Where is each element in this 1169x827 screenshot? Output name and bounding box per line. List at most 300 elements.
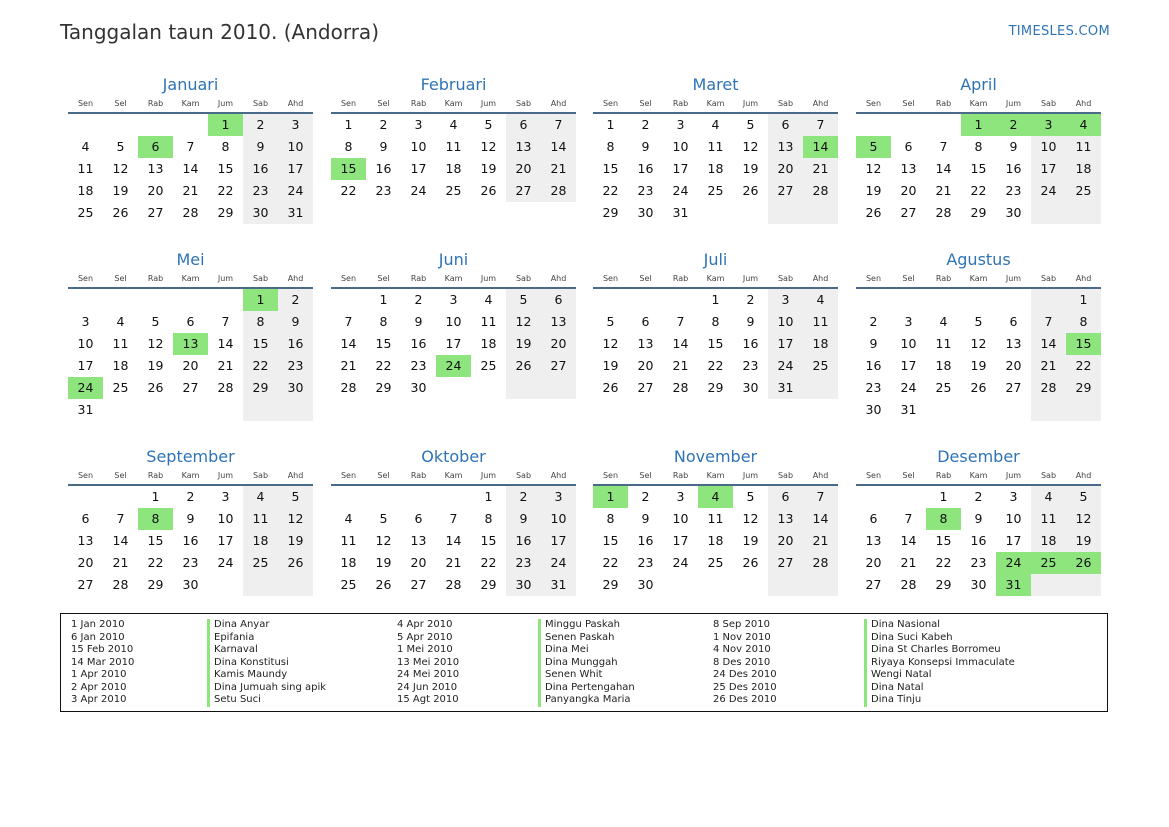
day-cell: 3 (278, 114, 313, 136)
weekday-label: Ahd (287, 99, 304, 108)
day-cell: 26 (602, 380, 619, 395)
holiday-date: 6 Jan 2010 (71, 631, 125, 643)
weekday-label: Jum (742, 471, 759, 480)
weekday-label: Sen (77, 471, 94, 480)
weekday-label: Ahd (1075, 471, 1092, 480)
day-cell: 15 (935, 533, 952, 548)
empty-day-cell (243, 399, 278, 421)
day-cell: 31 (77, 402, 94, 417)
day-cell: 30 (182, 577, 199, 592)
day-cell: 26 (147, 380, 164, 395)
day-grid (68, 114, 313, 224)
day-cell: 18 (707, 533, 724, 548)
empty-day-cell (173, 399, 208, 421)
day-cell: 3 (81, 314, 90, 329)
day-cell: 9 (379, 139, 388, 154)
empty-day-cell (663, 289, 698, 311)
empty-day-cell (173, 114, 208, 136)
day-cell: 13 (77, 533, 94, 548)
day-cell: 30 (865, 402, 882, 417)
day-cell: 28 (803, 552, 838, 574)
day-cell: 25 (340, 577, 357, 592)
empty-day-cell (926, 114, 961, 136)
day-cell: 10 (77, 336, 94, 351)
weekday-label: Jum (480, 274, 497, 283)
holiday-date: 1 Nov 2010 (713, 631, 771, 643)
weekday-header (856, 271, 1101, 289)
day-cell: 16 (637, 533, 654, 548)
day-grid (331, 486, 576, 596)
day-cell: 10 (1031, 136, 1066, 158)
holiday-day-cell: 8 (926, 508, 961, 530)
day-cell: 7 (904, 511, 913, 526)
empty-day-cell (961, 289, 996, 311)
day-cell: 15 (480, 533, 497, 548)
day-cell: 2 (278, 289, 313, 311)
day-cell: 22 (217, 183, 234, 198)
month-title: November (673, 447, 758, 466)
weekday-label: Kam (706, 99, 725, 108)
day-grid (593, 289, 838, 399)
day-cell: 3 (449, 292, 458, 307)
day-cell: 13 (147, 161, 164, 176)
empty-day-cell (698, 574, 733, 596)
day-cell: 14 (803, 508, 838, 530)
day-cell: 20 (182, 358, 199, 373)
holiday-date: 14 Mar 2010 (71, 656, 135, 668)
day-cell: 21 (900, 555, 917, 570)
day-cell: 2 (186, 489, 195, 504)
empty-day-cell (506, 377, 541, 399)
empty-day-cell (1031, 399, 1066, 421)
day-cell: 16 (278, 333, 313, 355)
empty-day-cell (856, 289, 891, 311)
weekday-label: Ahd (1075, 274, 1092, 283)
day-cell: 28 (541, 180, 576, 202)
weekday-label: Sab (1040, 99, 1057, 108)
day-cell: 25 (480, 358, 497, 373)
day-cell: 21 (672, 358, 689, 373)
day-cell: 19 (147, 358, 164, 373)
empty-day-cell (1031, 574, 1066, 596)
month-title: Februari (420, 75, 487, 94)
day-grid (68, 289, 313, 421)
day-cell: 24 (900, 380, 917, 395)
day-cell: 15 (217, 161, 234, 176)
day-cell: 21 (217, 358, 234, 373)
day-cell: 8 (711, 314, 720, 329)
holiday-name: Dina Pertengahan (538, 682, 635, 695)
brand-link[interactable]: TIMESLES.COM (1008, 24, 1110, 39)
day-cell: 16 (375, 161, 392, 176)
day-cell: 13 (637, 336, 654, 351)
weekday-header (68, 468, 313, 486)
weekday-label: Sab (1040, 274, 1057, 283)
day-cell: 27 (637, 380, 654, 395)
weekday-label: Sab (777, 99, 794, 108)
holiday-date: 25 Des 2010 (713, 681, 777, 693)
day-cell: 7 (541, 114, 576, 136)
day-cell: 3 (676, 117, 685, 132)
day-cell: 8 (974, 139, 983, 154)
day-cell: 12 (147, 336, 164, 351)
day-cell: 11 (445, 139, 462, 154)
weekday-label: Jum (742, 274, 759, 283)
weekday-label: Sel (902, 471, 915, 480)
weekday-label: Jum (742, 99, 759, 108)
day-cell: 23 (375, 183, 392, 198)
day-cell: 10 (410, 139, 427, 154)
day-cell: 24 (672, 555, 689, 570)
day-cell: 25 (77, 205, 94, 220)
weekday-header (593, 468, 838, 486)
day-cell: 31 (900, 402, 917, 417)
day-cell: 9 (243, 136, 278, 158)
day-cell: 27 (768, 180, 803, 202)
weekday-header (856, 96, 1101, 114)
day-cell: 17 (541, 530, 576, 552)
day-cell: 12 (602, 336, 619, 351)
month-februari (331, 74, 576, 202)
day-cell: 3 (904, 314, 913, 329)
holiday-names-col-2 (538, 619, 635, 707)
weekday-label: Sel (114, 99, 127, 108)
empty-day-cell (366, 486, 401, 508)
day-cell: 15 (602, 161, 619, 176)
empty-day-cell (628, 289, 663, 311)
holiday-name: Dina Konstitusi (207, 657, 326, 670)
holiday-date: 1 Jan 2010 (71, 619, 125, 630)
day-cell: 24 (1031, 180, 1066, 202)
day-cell: 20 (410, 555, 427, 570)
day-cell: 21 (340, 358, 357, 373)
day-cell: 20 (1005, 358, 1022, 373)
day-cell: 25 (707, 555, 724, 570)
weekday-label: Jum (217, 99, 234, 108)
day-cell: 26 (375, 577, 392, 592)
day-cell: 19 (375, 555, 392, 570)
day-cell: 4 (1031, 486, 1066, 508)
day-cell: 12 (970, 336, 987, 351)
holiday-dates-col-1 (71, 619, 134, 707)
holiday-name: Senen Whit (538, 669, 635, 682)
day-cell: 27 (147, 205, 164, 220)
weekday-label: Ahd (550, 274, 567, 283)
day-cell: 30 (506, 574, 541, 596)
weekday-label: Sab (1040, 471, 1057, 480)
day-cell: 17 (1005, 533, 1022, 548)
day-cell: 16 (243, 158, 278, 180)
day-grid (856, 486, 1101, 596)
month-title: Oktober (421, 447, 486, 466)
empty-day-cell (961, 399, 996, 421)
month-title: Maret (692, 75, 739, 94)
day-cell: 10 (900, 336, 917, 351)
day-cell: 1 (379, 292, 388, 307)
weekday-header (593, 96, 838, 114)
day-cell: 26 (480, 183, 497, 198)
day-cell: 9 (974, 511, 983, 526)
weekday-label: Ahd (812, 99, 829, 108)
day-cell: 26 (742, 555, 759, 570)
day-cell: 17 (410, 161, 427, 176)
weekday-label: Sab (515, 471, 532, 480)
empty-day-cell (733, 202, 768, 224)
weekday-label: Sen (77, 99, 94, 108)
holiday-day-cell: 6 (138, 136, 173, 158)
weekday-label: Rab (147, 471, 164, 480)
day-cell: 4 (484, 292, 493, 307)
holiday-date: 24 Des 2010 (713, 669, 777, 680)
day-cell: 13 (410, 533, 427, 548)
day-grid (593, 486, 838, 596)
empty-day-cell (996, 399, 1031, 421)
holiday-name: Panyangka Maria (538, 694, 635, 707)
weekday-label: Rab (935, 99, 952, 108)
day-cell: 28 (340, 380, 357, 395)
day-cell: 28 (112, 577, 129, 592)
day-cell: 23 (506, 552, 541, 574)
month-title: Mei (176, 250, 205, 269)
empty-day-cell (803, 377, 838, 399)
day-cell: 29 (602, 205, 619, 220)
day-cell: 28 (1031, 377, 1066, 399)
holiday-date: 2 Apr 2010 (71, 681, 127, 693)
day-cell: 29 (970, 205, 987, 220)
day-cell: 17 (278, 158, 313, 180)
day-cell: 18 (445, 161, 462, 176)
holiday-day-cell: 25 (1031, 552, 1066, 574)
weekday-label: Rab (410, 274, 427, 283)
day-cell: 5 (746, 117, 755, 132)
month-title: Desember (937, 447, 1020, 466)
day-cell: 21 (803, 158, 838, 180)
day-cell: 19 (742, 161, 759, 176)
holiday-date: 5 Apr 2010 (397, 631, 453, 643)
day-cell: 17 (672, 533, 689, 548)
holiday-name: Wengi Natal (864, 669, 1015, 682)
day-cell: 22 (935, 555, 952, 570)
empty-day-cell (803, 574, 838, 596)
holiday-day-cell: 1 (593, 486, 628, 508)
day-cell: 7 (803, 114, 838, 136)
holiday-name: Karnaval (207, 644, 326, 657)
empty-day-cell (103, 399, 138, 421)
day-cell: 13 (506, 136, 541, 158)
day-cell: 4 (939, 314, 948, 329)
day-cell: 17 (77, 358, 94, 373)
day-cell: 28 (900, 577, 917, 592)
day-grid (331, 289, 576, 399)
holiday-day-cell: 24 (436, 355, 471, 377)
day-cell: 12 (742, 139, 759, 154)
day-cell: 15 (243, 333, 278, 355)
day-cell: 25 (1066, 180, 1101, 202)
day-cell: 11 (935, 336, 952, 351)
day-cell: 21 (445, 555, 462, 570)
day-cell: 6 (1009, 314, 1018, 329)
day-cell: 22 (602, 555, 619, 570)
day-cell: 20 (506, 158, 541, 180)
day-cell: 11 (803, 311, 838, 333)
weekday-label: Rab (147, 274, 164, 283)
day-cell: 16 (410, 336, 427, 351)
day-cell: 7 (939, 139, 948, 154)
day-cell: 27 (182, 380, 199, 395)
day-cell: 24 (410, 183, 427, 198)
day-grid (593, 114, 838, 224)
day-cell: 18 (112, 358, 129, 373)
holiday-name: Senen Paskah (538, 632, 635, 645)
day-cell: 8 (1066, 311, 1101, 333)
day-cell: 8 (221, 139, 230, 154)
empty-day-cell (243, 574, 278, 596)
holiday-day-cell: 5 (856, 136, 891, 158)
day-cell: 1 (1066, 289, 1101, 311)
day-cell: 22 (340, 183, 357, 198)
weekday-header (331, 96, 576, 114)
weekday-label: Sen (865, 471, 882, 480)
day-cell: 10 (1005, 511, 1022, 526)
day-cell: 9 (186, 511, 195, 526)
weekday-header (331, 468, 576, 486)
holiday-date: 15 Feb 2010 (71, 644, 134, 655)
empty-day-cell (103, 114, 138, 136)
day-cell: 16 (1005, 161, 1022, 176)
day-cell: 7 (186, 139, 195, 154)
month-title: Agustus (946, 250, 1011, 269)
day-cell: 13 (1005, 336, 1022, 351)
holiday-day-cell: 31 (996, 574, 1031, 596)
weekday-label: Sen (602, 274, 619, 283)
day-cell: 25 (935, 380, 952, 395)
holiday-date: 8 Des 2010 (713, 656, 771, 668)
weekday-label: Kam (969, 99, 988, 108)
day-cell: 4 (344, 511, 353, 526)
day-cell: 17 (445, 336, 462, 351)
day-cell: 8 (606, 511, 615, 526)
day-cell: 5 (506, 289, 541, 311)
empty-day-cell (436, 377, 471, 399)
day-cell: 30 (410, 380, 427, 395)
weekday-label: Sel (902, 99, 915, 108)
day-cell: 27 (900, 205, 917, 220)
day-cell: 14 (541, 136, 576, 158)
empty-day-cell (331, 486, 366, 508)
empty-day-cell (68, 114, 103, 136)
weekday-label: Jum (480, 99, 497, 108)
day-cell: 7 (116, 511, 125, 526)
day-cell: 5 (606, 314, 615, 329)
day-cell: 12 (742, 511, 759, 526)
day-cell: 1 (711, 292, 720, 307)
holiday-name: Minggu Paskah (538, 619, 635, 632)
day-cell: 23 (970, 555, 987, 570)
weekday-label: Sel (639, 274, 652, 283)
holiday-date: 4 Nov 2010 (713, 644, 771, 655)
empty-day-cell (208, 399, 243, 421)
holiday-date: 24 Mei 2010 (397, 669, 460, 680)
month-oktober (331, 446, 576, 596)
day-cell: 8 (243, 311, 278, 333)
day-cell: 10 (768, 311, 803, 333)
day-cell: 18 (243, 530, 278, 552)
day-cell: 23 (243, 180, 278, 202)
day-cell: 27 (410, 577, 427, 592)
holiday-date: 1 Apr 2010 (71, 669, 127, 680)
holiday-day-cell: 1 (208, 114, 243, 136)
empty-day-cell (698, 202, 733, 224)
empty-day-cell (278, 399, 313, 421)
day-cell: 22 (707, 358, 724, 373)
empty-day-cell (1066, 399, 1101, 421)
day-cell: 16 (742, 336, 759, 351)
day-cell: 18 (935, 358, 952, 373)
day-cell: 31 (278, 202, 313, 224)
day-cell: 24 (672, 183, 689, 198)
weekday-label: Ahd (1075, 99, 1092, 108)
holiday-day-cell: 15 (331, 158, 366, 180)
day-cell: 18 (707, 161, 724, 176)
day-cell: 9 (1009, 139, 1018, 154)
day-cell: 11 (707, 139, 724, 154)
day-cell: 28 (672, 380, 689, 395)
day-cell: 5 (278, 486, 313, 508)
day-cell: 22 (602, 183, 619, 198)
day-cell: 31 (768, 377, 803, 399)
day-cell: 21 (1031, 355, 1066, 377)
month-title: Juni (438, 250, 469, 269)
weekday-label: Kam (444, 99, 463, 108)
holiday-date: 26 Des 2010 (713, 694, 777, 705)
empty-day-cell (1066, 202, 1101, 224)
day-cell: 17 (217, 533, 234, 548)
day-cell: 6 (768, 486, 803, 508)
day-cell: 29 (480, 577, 497, 592)
day-cell: 1 (606, 117, 615, 132)
holiday-day-cell: 24 (996, 552, 1031, 574)
day-cell: 22 (480, 555, 497, 570)
holiday-name: Setu Suci (207, 694, 326, 707)
weekday-label: Sen (340, 99, 357, 108)
day-cell: 25 (707, 183, 724, 198)
day-cell: 7 (221, 314, 230, 329)
day-cell: 11 (707, 511, 724, 526)
weekday-label: Sen (77, 274, 94, 283)
day-cell: 12 (506, 311, 541, 333)
day-cell: 1 (939, 489, 948, 504)
day-cell: 2 (641, 117, 650, 132)
empty-day-cell (173, 289, 208, 311)
day-cell: 3 (676, 489, 685, 504)
day-cell: 29 (602, 577, 619, 592)
empty-day-cell (208, 574, 243, 596)
day-cell: 26 (278, 552, 313, 574)
weekday-header (593, 271, 838, 289)
day-cell: 29 (375, 380, 392, 395)
empty-day-cell (768, 574, 803, 596)
weekday-label: Sel (902, 274, 915, 283)
weekday-label: Kam (969, 471, 988, 480)
weekday-label: Sel (114, 274, 127, 283)
day-cell: 10 (445, 314, 462, 329)
day-cell: 8 (344, 139, 353, 154)
day-cell: 30 (1005, 205, 1022, 220)
empty-day-cell (278, 574, 313, 596)
day-cell: 23 (182, 555, 199, 570)
day-cell: 6 (81, 511, 90, 526)
day-cell: 4 (711, 117, 720, 132)
